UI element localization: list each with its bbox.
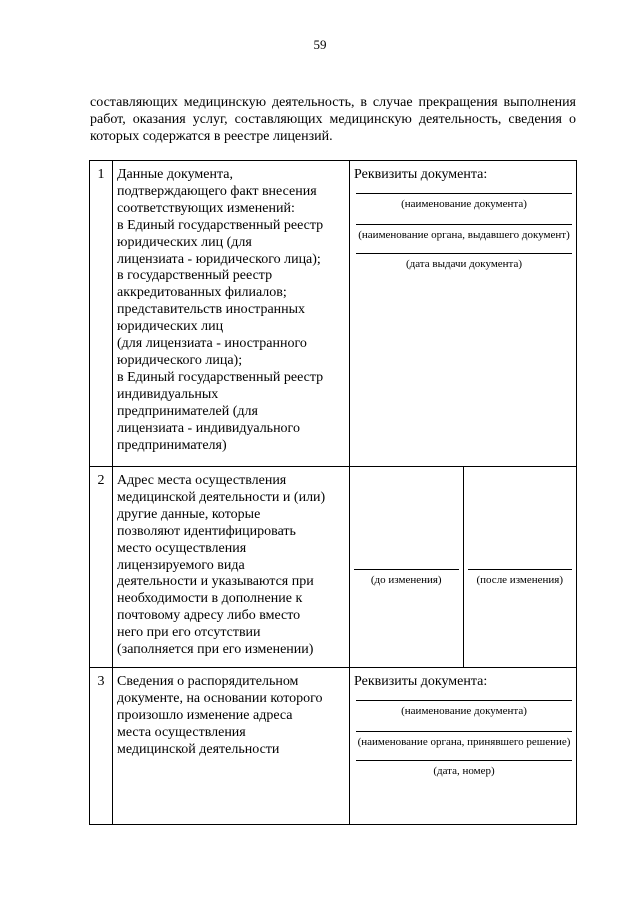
requisites-title: Реквизиты документа:: [354, 167, 488, 182]
row-description: [113, 668, 350, 825]
description-line: Данные документа,: [117, 167, 233, 182]
description-line: необходимости в дополнение к: [117, 591, 303, 607]
requisites-title: Реквизиты документа:: [354, 674, 488, 689]
document-table: [89, 160, 577, 825]
description-line: место осуществления: [117, 540, 247, 556]
description-line: юридических лиц (для: [117, 234, 252, 250]
requisites-cell: [350, 668, 577, 825]
description-line: произошло изменение адреса: [117, 707, 293, 723]
field-document-name: (наименование документа): [356, 700, 572, 718]
description-line: лицензируемого вида: [117, 557, 245, 573]
row-description: [113, 161, 350, 467]
address-after-cell: [463, 467, 577, 668]
description-line: места осуществления: [117, 724, 246, 740]
description-line: (для лицензиата - иностранного: [117, 336, 307, 352]
description-line: аккредитованных филиалов;: [117, 285, 287, 301]
description-line: медицинской деятельности и (или): [117, 489, 326, 505]
field-document-name: (наименование документа): [356, 193, 572, 211]
description-line: предпринимателя): [117, 437, 227, 453]
field-issue-date: (дата выдачи документа): [356, 253, 572, 271]
description-line: представительств иностранных: [117, 302, 306, 318]
intro-paragraph: составляющих медицинскую деятельность, в случае прекращения выполнения работ, оказания услуг, составляющих медицинскую деятельность, сведения о которых содержатся в реестре лицензий.: [90, 95, 576, 144]
description-line: него при его отсутствии: [117, 625, 261, 641]
before-change-label: (до изменения): [354, 569, 459, 587]
description-line: индивидуальных: [117, 386, 219, 402]
description-line: Адрес места осуществления: [117, 473, 287, 488]
description-line: лицензиата - юридического лица);: [117, 251, 321, 267]
page-number: 59: [313, 37, 327, 52]
field-issuing-authority: (наименование органа, выдавшего документ): [356, 224, 572, 242]
row-number: 1: [90, 161, 113, 467]
row-number: 3: [90, 668, 113, 825]
description-line: другие данные, которые: [117, 506, 261, 522]
table-row-1: [90, 161, 577, 467]
description-line: соответствующих изменений:: [117, 200, 295, 216]
description-line: деятельности и указываются при: [117, 574, 314, 590]
table-row-2: [90, 467, 577, 668]
description-line: документе, на основании которого: [117, 690, 323, 706]
field-decision-authority: (наименование органа, принявшего решение): [356, 731, 572, 749]
requisites-cell: [350, 161, 577, 467]
description-line: лицензиата - индивидуального: [117, 420, 300, 436]
description-line: в Единый государственный реестр: [117, 217, 324, 233]
description-line: подтверждающего факт внесения: [117, 183, 317, 199]
row-number: 2: [90, 467, 113, 668]
after-change-label: (после изменения): [468, 569, 573, 587]
description-line: медицинской деятельности: [117, 741, 280, 757]
address-before-cell: [350, 467, 464, 668]
description-line: юридического лица);: [117, 352, 243, 368]
field-date-number: (дата, номер): [356, 760, 572, 778]
description-line: юридических лиц: [117, 319, 224, 335]
table-row-3: [90, 668, 577, 825]
description-line: Сведения о распорядительном: [117, 674, 299, 689]
row-description: [113, 467, 350, 668]
description-line: позволяют идентифицировать: [117, 523, 296, 539]
description-line: (заполняется при его изменении): [117, 642, 314, 658]
description-line: предпринимателей (для: [117, 403, 258, 419]
description-line: в Единый государственный реестр: [117, 369, 324, 385]
description-line: в государственный реестр: [117, 268, 273, 284]
description-line: почтовому адресу либо вместо: [117, 608, 301, 624]
